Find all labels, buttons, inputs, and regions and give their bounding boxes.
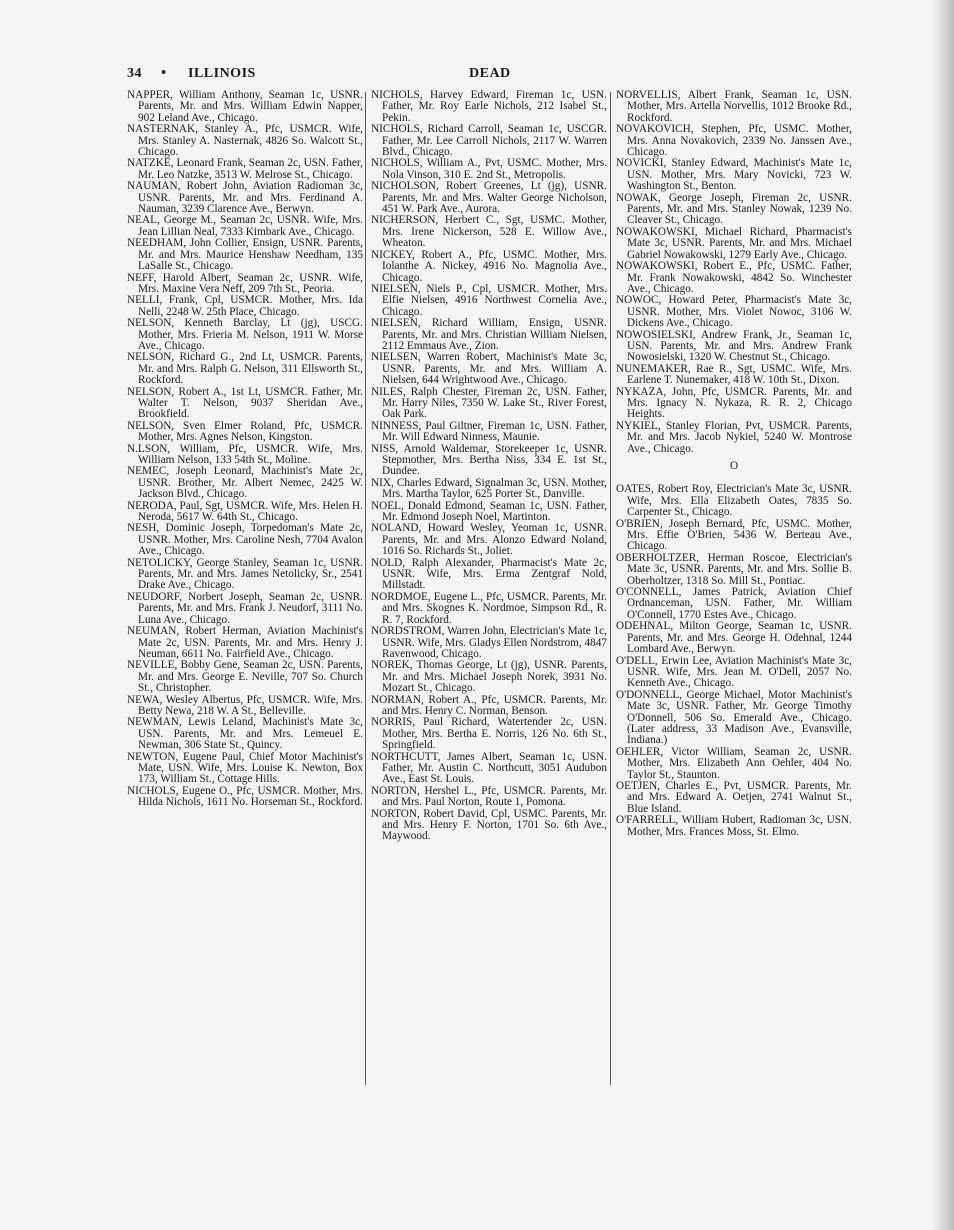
casualty-entry: ODEHNAL, Milton George, Seaman 1c, USNR. Parents, Mr. and Mrs. George H. Odehnal, 1244 Lombard Ave., Berwyn. (616, 620, 852, 656)
casualty-entry: NUNEMAKER, Rae R., Sgt, USMC. Wife, Mrs. Earlene T. Nunemaker, 418 W. 10th St., Dixon. (616, 362, 852, 387)
casualty-entry: NICHOLS, William A., Pvt, USMC. Mother, Mrs. Nola Vinson, 310 E. 2nd St., Metropolis. (371, 157, 607, 181)
casualty-entry: NICKEY, Robert A., Pfc, USMC. Mother, Mrs. Iolanthe A. Nickey, 4916 No. Magnolia Ave., Chicago. (371, 248, 607, 284)
casualty-entry: N.LSON, William, Pfc, USMCR. Wife, Mrs. William Nelson, 133 54th St., Moline. (127, 442, 363, 466)
casualty-entry: NIELSEN, Richard William, Ensign, USNR. Parents, Mr. and Mrs. Christian William Nielsen, 2112 Emmaus Ave., Zion. (371, 317, 607, 352)
column-middle (371, 90, 607, 843)
casualty-entry: NISS, Arnold Waldemar, Storekeeper 1c, USNR. Stepmother, Mrs. Bertha Niss, 334 E. 1st St., Dundee. (371, 442, 607, 478)
casualty-entry: NORVELLIS, Albert Frank, Seaman 1c, USN. Mother, Mrs. Artella Norvellis, 1012 Brooke Rd., Rockford. (616, 89, 852, 124)
column-left (127, 90, 363, 809)
casualty-entry: NEFF, Harold Albert, Seaman 2c, USNR. Wife, Mrs. Maxine Vera Neff, 209 7th St., Peoria. (127, 271, 363, 295)
casualty-entry: NIELSEN, Niels P., Cpl, USMCR. Mother, Mrs. Elfie Nielsen, 4916 Northwest Cornelia Ave., Chicago. (371, 282, 607, 318)
casualty-entry: NEAL, George M., Seaman 2c, USNR. Wife, Mrs. Jean Lillian Neal, 7333 Kimbark Ave., Chicago. (127, 214, 363, 238)
column-divider (610, 92, 611, 1085)
casualty-entry: NICHOLS, Richard Carroll, Seaman 1c, USCGR. Father, Mr. Lee Carroll Nichols, 2117 W. Warren Blvd., Chicago. (371, 123, 607, 159)
casualty-entry: NICHOLS, Eugene O., Pfc, USMCR. Mother, Mrs. Hilda Nichols, 1611 No. Horseman St., Rockford. (127, 784, 363, 809)
casualty-entry: NIX, Charles Edward, Signalman 3c, USN. Mother, Mrs. Martha Taylor, 625 Porter St., Danville. (371, 476, 607, 501)
casualty-entry: NEEDHAM, John Collier, Ensign, USNR. Parents, Mr. and Mrs. Maurice Henshaw Needham, 135 LaSalle St., Chicago. (127, 237, 363, 273)
casualty-entry: NELLI, Frank, Cpl, USMCR. Mother, Mrs. Ida Nelli, 2248 W. 25th Place, Chicago. (127, 294, 363, 318)
casualty-entry: NAUMAN, Robert John, Aviation Radioman 3c, USNR. Parents, Mr. and Mrs. Ferdinand A. Nauman, 3239 Clarence Ave., Berwyn. (127, 180, 363, 216)
casualty-entry: NEVILLE, Bobby Gene, Seaman 2c, USN. Parents, Mr. and Mrs. George E. Neville, 707 So. Church St., Christopher. (127, 659, 363, 695)
casualty-entry: NELSON, Sven Elmer Roland, Pfc, USMCR. Mother, Mrs. Agnes Nelson, Kingston. (127, 419, 363, 444)
state-heading: ILLINOIS (188, 66, 256, 81)
header-bullet: • (161, 65, 167, 81)
section-heading: DEAD (469, 66, 511, 81)
casualty-entry: NASTERNAK, Stanley A., Pfc, USMCR. Wife, Mrs. Stanley A. Nasternak, 4826 So. Walcott St., Chicago. (127, 123, 363, 159)
casualty-entry: NICHOLS, Harvey Edward, Fireman 1c, USN. Father, Mr. Roy Earle Nichols, 212 Isabel St., Pekin. (371, 89, 607, 124)
page-number: 34 (127, 66, 142, 81)
casualty-entry: NORMAN, Robert A., Pfc, USMCR. Parents, Mr. and Mrs. Henry C. Norman, Benson. (371, 693, 607, 717)
casualty-entry: NIELSEN, Warren Robert, Machinist's Mate 3c, USNR. Parents, Mr. and Mrs. William A. Nielsen, 644 Wrightwood Ave., Chicago. (371, 351, 607, 387)
casualty-entry: NOWAKOWSKI, Robert E., Pfc, USMC. Father, Mr. Frank Nowakowski, 4842 So. Winchester Ave., Chicago. (616, 260, 852, 295)
casualty-entry: NORTON, Robert David, Cpl, USMC. Parents, Mr. and Mrs. Henry F. Norton, 1701 So. 6th Ave., Maywood. (371, 807, 607, 843)
casualty-entry: O'DELL, Erwin Lee, Aviation Machinist's Mate 3c, USNR. Wife, Mrs. Jean M. O'Dell, 2057 No. Kenneth Ave., Chicago. (616, 654, 852, 690)
casualty-entry: NORDMOE, Eugene L., Pfc, USMCR. Parents, Mr. and Mrs. Skognes K. Nordmoe, Simpson Rd., R. R. 7, Rockford. (371, 590, 607, 626)
column-right (616, 90, 852, 838)
casualty-entry: NEUMAN, Robert Herman, Aviation Machinist's Mate 2c, USN. Parents, Mr. and Mrs. Henry J. Neuman, 6611 No. Fairfield Ave., Chicago. (127, 625, 363, 660)
page-header (127, 66, 847, 86)
casualty-entry: NYKAZA, John, Pfc, USMCR. Parents, Mr. and Mrs. Ignacy N. Nykaza, R. R. 2, Chicago Heights. (616, 385, 852, 421)
casualty-entry: NOVAKOVICH, Stephen, Pfc, USMC. Mother, Mrs. Anna Novakovich, 2339 No. Janssen Ave., Chicago. (616, 123, 852, 159)
casualty-entry: NEWMAN, Lewis Leland, Machinist's Mate 3c, USN. Parents, Mr. and Mrs. Lemeuel E. Newman, 306 State St., Quincy. (127, 716, 363, 752)
casualty-entry: NYKIEL, Stanley Florian, Pvt, USMCR. Parents, Mr. and Mrs. Jacob Nykiel, 5240 W. Montrose Ave., Chicago. (616, 419, 852, 455)
casualty-entry: NEWTON, Eugene Paul, Chief Motor Machinist's Mate, USN. Wife, Mrs. Louise K. Newton, Box 173, William St., Cottage Hills. (127, 750, 363, 786)
casualty-entry: NOWOC, Howard Peter, Pharmacist's Mate 3c, USNR. Mother, Mrs. Violet Nowoc, 3106 W. Dickens Ave., Chicago. (616, 294, 852, 330)
casualty-entry: NAPPER, William Anthony, Seaman 1c, USNR. Parents, Mr. and Mrs. William Edwin Napper, 902 Leland Ave., Chicago. (127, 89, 363, 124)
casualty-entry: NOWAK, George Joseph, Fireman 2c, USNR. Parents, Mr. and Mrs. Stanley Nowak, 1239 No. Cleaver St., Chicago. (616, 191, 852, 227)
casualty-entry: NOVICKI, Stanley Edward, Machinist's Mate 1c, USN. Mother, Mrs. Mary Novicki, 723 W. Washington St., Benton. (616, 157, 852, 193)
casualty-entry: NELSON, Robert A., 1st Lt, USMCR. Father, Mr. Walter T. Nelson, 9037 Sheridan Ave., Brookfield. (127, 385, 363, 421)
casualty-entry: NOLAND, Howard Wesley, Yeoman 1c, USNR. Parents, Mr. and Mrs. Alonzo Edward Noland, 1016 So. Richards St., Joliet. (371, 522, 607, 558)
casualty-entry: NETOLICKY, George Stanley, Seaman 1c, USNR. Parents, Mr. and Mrs. James Netolicky, Sr., 2541 Drake Ave., Chicago. (127, 556, 363, 592)
casualty-entry: NELSON, Richard G., 2nd Lt, USMCR. Parents, Mr. and Mrs. Ralph G. Nelson, 311 Ellsworth St., Rockford. (127, 351, 363, 387)
casualty-entry: NORTON, Hershel L., Pfc, USMCR. Parents, Mr. and Mrs. Paul Norton, Route 1, Pomona. (371, 784, 607, 809)
casualty-entry: NOWOSIELSKI, Andrew Frank, Jr., Seaman 1c, USN. Parents, Mr. and Mrs. Andrew Frank Nowosielski, 1320 W. Chestnut St., Chicago. (616, 328, 852, 364)
casualty-entry: NEUDORF, Norbert Joseph, Seaman 2c, USNR. Parents, Mr. and Mrs. Frank J. Neudorf, 3111 No. Luna Ave., Chicago. (127, 590, 363, 626)
casualty-entry: OBERHOLTZER, Herman Roscoe, Electrician's Mate 3c, USNR. Parents, Mr. and Mrs. Sollie B. Oberholtzer, 1318 So. Mill St., Pontiac. (616, 551, 852, 587)
casualty-entry: NOREK, Thomas George, Lt (jg), USNR. Parents, Mr. and Mrs. Michael Joseph Norek, 3931 No. Mozart St., Chicago. (371, 659, 607, 695)
casualty-entry: NERODA, Paul, Sgt, USMCR. Wife, Mrs. Helen H. Neroda, 5617 W. 64th St., Chicago. (127, 499, 363, 524)
casualty-entry: OATES, Robert Roy, Electrician's Mate 3c, USNR. Wife, Mrs. Ella Elizabeth Oates, 7835 So. Carpenter St., Chicago. (616, 483, 852, 519)
casualty-entry: OETJEN, Charles E., Pvt, USMCR. Parents, Mr. and Mrs. Edward A. Oetjen, 2741 Walnut St., Blue Island. (616, 779, 852, 815)
casualty-entry: NICHERSON, Herbert C., Sgt, USMC. Mother, Mrs. Irene Nickerson, 528 E. Willow Ave., Wheaton. (371, 214, 607, 250)
column-divider (365, 92, 366, 1085)
casualty-entry: O'CONNELL, James Patrick, Aviation Chief Ordnanceman, USN. Father, Mr. William O'Connell, 1770 Estes Ave., Chicago. (616, 586, 852, 621)
casualty-entry: OEHLER, Victor William, Seaman 2c, USNR. Mother, Mrs. Elizabeth Ann Oehler, 404 No. Taylor St., Staunton. (616, 745, 852, 781)
casualty-entry: NOEL, Donald Edmond, Seaman 1c, USN. Father, Mr. Edmond Joseph Noel, Martinton. (371, 499, 607, 524)
casualty-entry: NELSON, Kenneth Barclay, Lt (jg), USCG. Mother, Mrs. Frieria M. Nelson, 1911 W. Morse Ave., Chicago. (127, 317, 363, 352)
casualty-entry: NICHOLSON, Robert Greenes, Lt (jg), USNR. Parents, Mr. and Mrs. Walter George Nicholson, 451 W. Park Ave., Aurora. (371, 180, 607, 216)
casualty-entry: NORTHCUTT, James Albert, Seaman 1c, USN. Father, Mr. Austin C. Northcutt, 3051 Audubon Ave., East St. Louis. (371, 750, 607, 786)
casualty-entry: O'BRIEN, Joseph Bernard, Pfc, USMC. Mother, Mrs. Effie O'Brien, 5436 W. Berteau Ave., Chicago. (616, 517, 852, 553)
casualty-entry: NOLD, Ralph Alexander, Pharmacist's Mate 2c, USNR. Wife, Mrs. Erma Zentgraf Nold, Millstadt. (371, 556, 607, 592)
casualty-entry: O'DONNELL, George Michael, Motor Machinist's Mate 3c, USNR. Father, Mr. George Timothy O'Donnell, 506 So. Emerald Ave., Chicago. (Later address, 33 Madison Ave., Evansville, Indiana.) (616, 688, 852, 747)
casualty-entry: NINNESS, Paul Giltner, Fireman 1c, USN. Father, Mr. Will Edward Ninness, Maunie. (371, 419, 607, 444)
section-letter: O (729, 460, 739, 472)
casualty-entry: O'FARRELL, William Hubert, Radioman 3c, USN. Mother, Mrs. Frances Moss, St. Elmo. (616, 814, 852, 838)
casualty-entry: NORDSTROM, Warren John, Electrician's Mate 1c, USNR. Wife, Mrs. Gladys Ellen Nordstrom, 4847 Ravenwood, Chicago. (371, 625, 607, 660)
casualty-entry: NEWA, Wesley Albertus, Pfc, USMCR. Wife, Mrs. Betty Newa, 218 W. A St., Belleville. (127, 693, 363, 717)
page-edge-shadow (932, 0, 954, 1230)
casualty-entry: NORRIS, Paul Richard, Watertender 2c, USN. Mother, Mrs. Bertha E. Norris, 126 No. 6th St., Springfield. (371, 716, 607, 752)
casualty-entry: NATZKE, Leonard Frank, Seaman 2c, USN. Father, Mr. Leo Natzke, 3513 W. Melrose St., Chicago. (127, 157, 363, 181)
casualty-entry: NOWAKOWSKI, Michael Richard, Pharmacist's Mate 3c, USNR. Parents, Mr. and Mrs. Michael Gabriel Nowakowski, 1279 Early Ave., Chicago. (616, 225, 852, 261)
casualty-entry: NESH, Dominic Joseph, Torpedoman's Mate 2c, USNR. Mother, Mrs. Caroline Nesh, 7704 Avalon Ave., Chicago. (127, 522, 363, 558)
casualty-entry: NILES, Ralph Chester, Fireman 2c, USN. Father, Mr. Harry Niles, 7350 W. Lake St., River Forest, Oak Park. (371, 385, 607, 421)
casualty-entry: NEMEC, Joseph Leonard, Machinist's Mate 2c, USNR. Brother, Mr. Albert Nemec, 2425 W. Jackson Blvd., Chicago. (127, 465, 363, 501)
